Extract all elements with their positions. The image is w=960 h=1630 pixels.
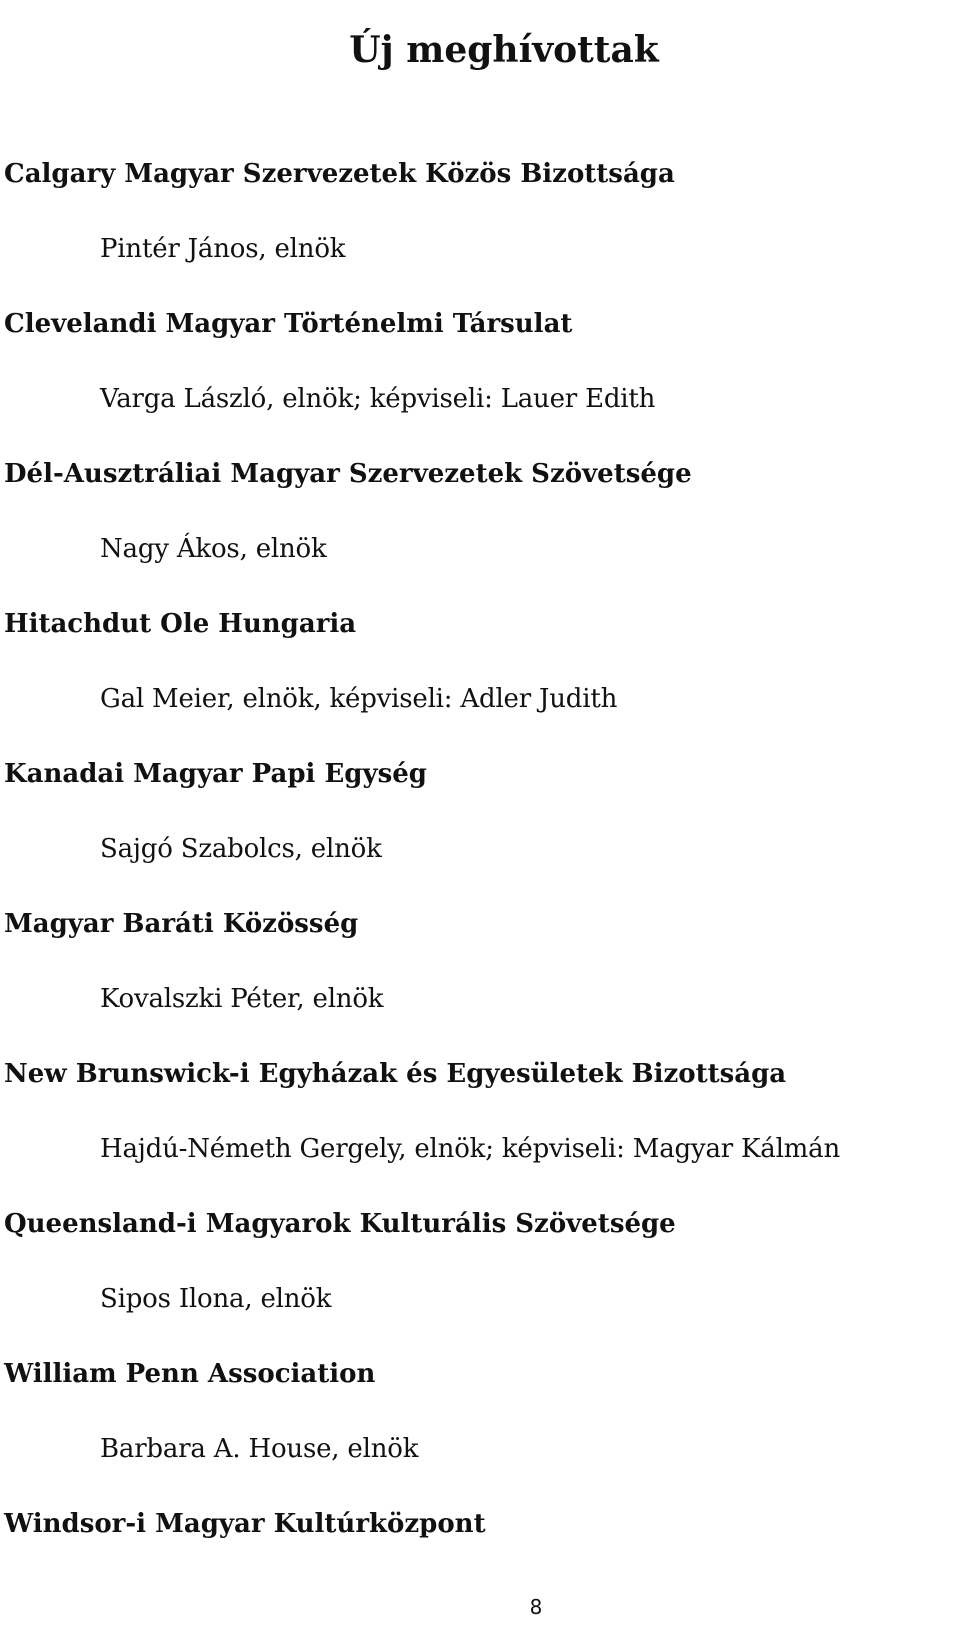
organization-representative: Gal Meier, elnök, képviseli: Adler Judith	[100, 684, 618, 714]
organization-entry	[4, 1356, 960, 1506]
organization-entry	[4, 756, 960, 906]
organization-entry	[4, 156, 960, 306]
organization-name: Magyar Baráti Közösség	[4, 909, 359, 939]
organization-representative: Pintér János, elnök	[100, 234, 346, 264]
organization-representative: Barbara A. House, elnök	[100, 1434, 419, 1464]
organization-list	[4, 156, 960, 1581]
organization-name: William Penn Association	[4, 1359, 376, 1389]
organization-entry	[4, 306, 960, 456]
organization-name: Kanadai Magyar Papi Egység	[4, 759, 427, 789]
page-number: 8	[529, 1595, 543, 1619]
page-title: Új meghívottak	[349, 29, 659, 72]
organization-representative: Hajdú-Németh Gergely, elnök; képviseli: Magyar Kálmán	[100, 1134, 840, 1164]
organization-entry	[4, 1506, 960, 1581]
organization-representative: Sipos Ilona, elnök	[100, 1284, 332, 1314]
organization-representative: Nagy Ákos, elnök	[100, 534, 327, 564]
organization-representative: Kovalszki Péter, elnök	[100, 984, 384, 1014]
organization-representative: Varga László, elnök; képviseli: Lauer Edith	[100, 384, 656, 414]
organization-name: New Brunswick-i Egyházak és Egyesületek Bizottsága	[4, 1059, 787, 1089]
organization-entry	[4, 906, 960, 1056]
organization-entry	[4, 1206, 960, 1356]
organization-entry	[4, 456, 960, 606]
organization-name: Windsor-i Magyar Kultúrközpont	[4, 1509, 486, 1539]
organization-name: Dél-Ausztráliai Magyar Szervezetek Szövetsége	[4, 459, 692, 489]
organization-name: Clevelandi Magyar Történelmi Társulat	[4, 309, 573, 339]
organization-entry	[4, 606, 960, 756]
organization-name: Hitachdut Ole Hungaria	[4, 609, 357, 639]
organization-representative: Sajgó Szabolcs, elnök	[100, 834, 382, 864]
organization-name: Queensland-i Magyarok Kulturális Szövetsége	[4, 1209, 676, 1239]
organization-entry	[4, 1056, 960, 1206]
organization-name: Calgary Magyar Szervezetek Közös Bizottsága	[4, 159, 675, 189]
